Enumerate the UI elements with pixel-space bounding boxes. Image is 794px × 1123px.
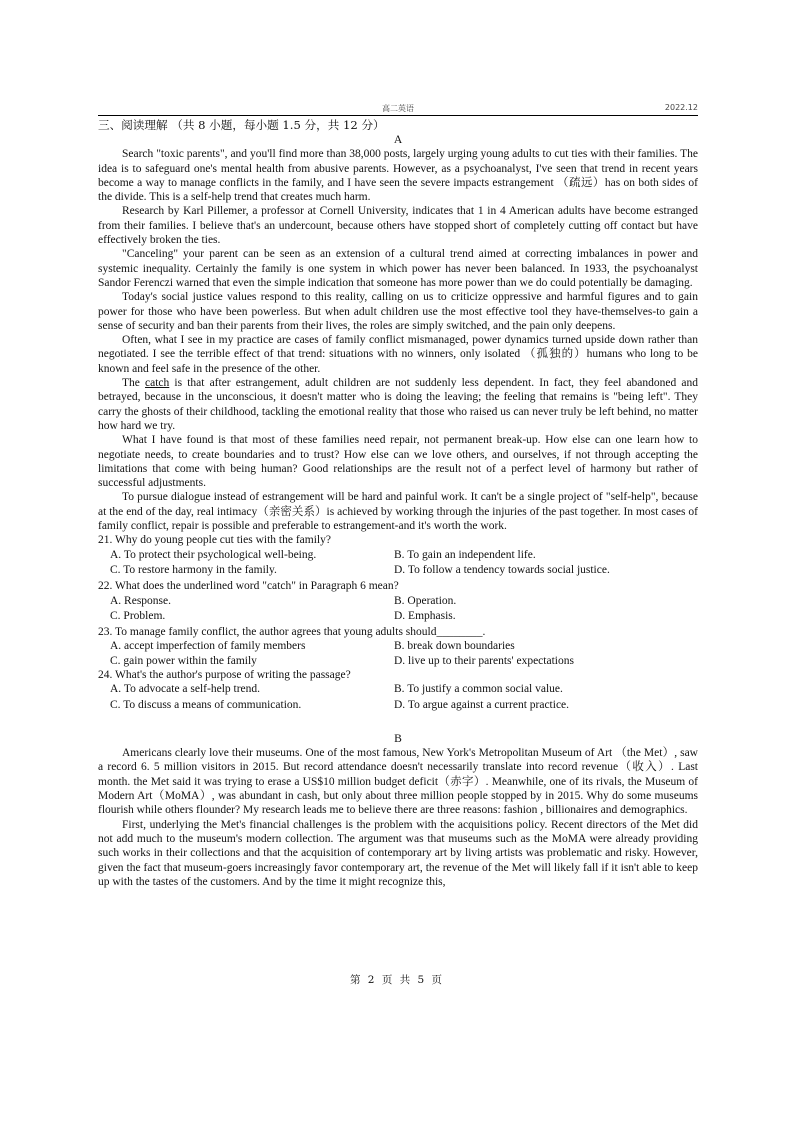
question-21 [98, 533, 698, 579]
paragraph [98, 376, 698, 433]
option-c: C. To restore harmony in the family. [110, 564, 277, 577]
passage-b [98, 732, 698, 889]
option-a: A. To advocate a self-help trend. [110, 683, 261, 696]
option-a: A. accept imperfection of family members [110, 640, 306, 653]
question-23 [98, 625, 698, 668]
paragraph: What I have found is that most of these families need repair, not permanent break-up. How else can one learn how to negotiate needs, to create boundaries and to trust? How else can we love others, and ourselves, if not through accepting the limitations that come with being human? Good relationships are the result not of a perfect level of harmony but rather of successful adjustments. [98, 434, 698, 490]
option-b: B. To justify a common social value. [394, 683, 563, 696]
paragraph: "Canceling" your parent can be seen as an extension of a cultural trend aimed at correcting imbalances in power and systemic inequality. Certainly the family is one system in which power has never been balanced. In 1933, the psychoanalyst Sandor Ferenczi warned that even the simple indication that someone has more power than we do could potentially be damaging. [98, 248, 698, 289]
option-c: C. gain power within the family [110, 654, 257, 667]
option-a: A. To protect their psychological well-being. [110, 548, 317, 561]
header-subject: 高二英语 [382, 104, 414, 113]
option-d: D. Emphasis. [394, 610, 456, 623]
question-24 [98, 668, 698, 714]
option-a: A. Response. [110, 594, 172, 607]
option-b: B. Operation. [394, 594, 457, 607]
option-d: D. To follow a tendency towards social justice. [394, 564, 610, 577]
passage-a [98, 133, 698, 714]
option-c: C. Problem. [110, 610, 166, 623]
option-b: B. To gain an independent life. [394, 548, 536, 561]
question-stem: 24. What's the author's purpose of writing the passage? [98, 668, 351, 681]
option-c: C. To discuss a means of communication. [110, 699, 302, 712]
underlined-word: catch [145, 377, 170, 390]
question-stem: 23. To manage family conflict, the author agrees that young adults should________. [98, 626, 486, 639]
option-d: D. To argue against a current practice. [394, 699, 570, 712]
question-stem: 22. What does the underlined word "catch" in Paragraph 6 mean? [98, 580, 399, 593]
text: is that after estrangement, adult children are not suddenly less dependent. In fact, they feel abandoned and betrayed, because in the unconscious, it doesn't matter who is doing the leaving; the feeling that remains is "being left". They carry the ghosts of their childhood, tackling the emotional reality that those who raised us can never truly be left behind, no matter how hard we try. [98, 377, 698, 432]
header-date: 2022.12 [664, 103, 698, 112]
question-22 [98, 579, 698, 625]
paragraph: Research by Karl Pillemer, a professor at Cornell University, indicates that 1 in 4 American adults have become estranged from their families. I believe that's an undercount, because others have stopped short of completely cutting off contact but have effectively broken the ties. [98, 205, 698, 247]
passage-label: A [393, 133, 403, 146]
page-header [98, 100, 698, 116]
option-d: D. live up to their parents' expectations [394, 654, 574, 667]
section-title: 三、阅读理解 （共 8 小题，每小题 1.5 分，共 12 分） [98, 118, 385, 132]
paragraph: First, underlying the Met's financial challenges is the problem with the acquisitions policy. Recent directors of the Met did not add much to the museum's modern collection. The argument was that museums such as the MoMA were already providing such works in their collections and that the acquisition of contemporary art by living artists was problematic and risky. However, given the fact that museum-goers increasingly favor contemporary art, the revenue of the Met will likely fall if it isn't able to keep up with the tastes of the customers. And by the time it might recognize this, [98, 818, 698, 888]
paragraph: To pursue dialogue instead of estrangement will be hard and painful work. It can't be a single project of "self-help", because at the end of the day, real intimacy（亲密关系）is achieved by working through the injuries of the past together. In most cases of family conflict, repair is possible and preferable to estrangement-and it's worth the work. [98, 491, 698, 533]
passage-label: B [394, 731, 402, 745]
paragraph: Americans clearly love their museums. One of the most famous, New York's Metropolitan Museum of Art （the Met）, saw a record 6. 5 million visitors in 2015. But record attendance doesn't necessarily translate into record revenue（收入）. Last month. the Met said it was trying to erase a US$10 million budget deficit（赤字）. Meanwhile, one of its rivals, the Museum of Modern Art（MoMA）, was abundant in cash, but only about three million people stopped by in 2015. Why do some museums flourish while others flounder? My research leads me to believe there are three reasons: fashion , billionaires and demographics. [98, 747, 698, 817]
option-b: B. break down boundaries [394, 640, 515, 653]
question-stem: 21. Why do young people cut ties with the family? [98, 534, 331, 547]
text: The [122, 377, 146, 390]
paragraph: Often, what I see in my practice are cases of family conflict mismanaged, power dynamics turned upside down rather than negotiated. I see the terrible effect of that trend: situations with no winners, only isolated （孤独的）humans who long to be known and feel safe in the presence of the other. [98, 334, 698, 375]
exam-page [98, 100, 698, 889]
paragraph: Today's social justice values respond to this reality, calling on us to criticize oppressive and harmful figures and to gain power for those who have been powerless. But when adult children use the most effective tool they have-themselves-to gain a sense of security and ban their parents from their lives, the roles are simply switched, and the pain only deepens. [98, 291, 698, 332]
paragraph: Search "toxic parents", and you'll find more than 38,000 posts, largely urging young adults to cut ties with their families. The idea is to safeguard one's mental health from abusive parents. However, as a psychoanalyst, I've seen that trend in recent years become a way to manage conflicts in the family, and I have seen the severe impacts estrangement （疏远）has on both sides of the divide. This is a self-help trend that creates much harm. [98, 148, 698, 204]
page-footer: 第 2 页 共 5 页 [349, 974, 445, 986]
